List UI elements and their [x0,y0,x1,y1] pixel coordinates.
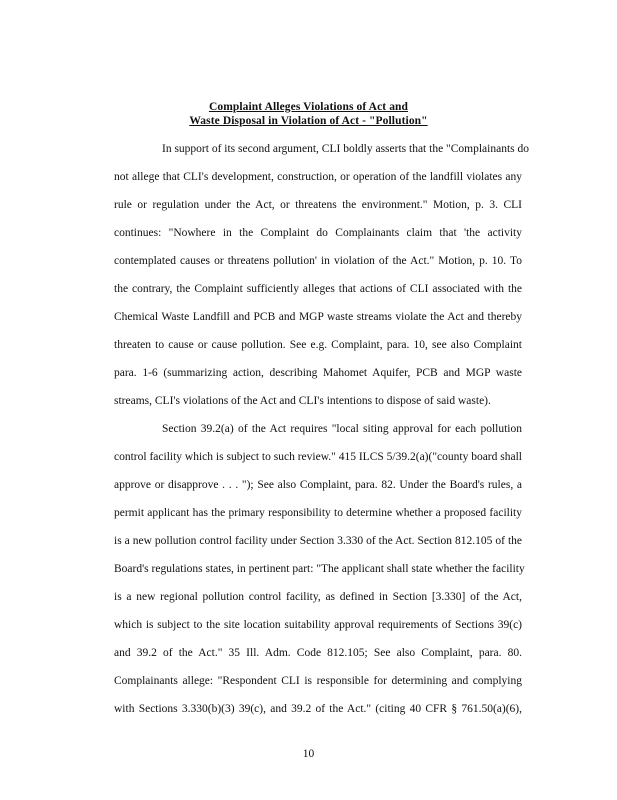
paragraph-2-line: permit applicant has the primary responsibility to determine whether a proposed facility [114,507,522,519]
section-heading-line-1: Complaint Alleges Violations of Act and [208,101,409,113]
paragraph-1-line: continues: "Nowhere in the Complaint do Complainants claim that 'the activity [114,227,522,239]
paragraph-2-line: is a new regional pollution control facility, as defined in Section [3.330] of the Act, [114,591,522,603]
paragraph-2-line: control facility which is subject to such review." 415 ILCS 5/39.2(a)("county board shall [114,451,522,463]
paragraph-1-line: para. 1-6 (summarizing action, describing Mahomet Aquifer, PCB and MGP waste [114,367,522,379]
paragraph-1-line: threaten to cause or cause pollution. See e.g. Complaint, para. 10, see also Complaint [114,339,522,351]
paragraph-2-line: and 39.2 of the Act." 35 Ill. Adm. Code 812.105; See also Complaint, para. 80. [114,647,522,659]
paragraph-1-line: Chemical Waste Landfill and PCB and MGP waste streams violate the Act and thereby [114,311,522,323]
page-number: 10 [302,748,315,760]
paragraph-1-line: rule or regulation under the Act, or threatens the environment." Motion, p. 3. CLI [114,199,522,211]
paragraph-1-line: not allege that CLI's development, construction, or operation of the landfill violates any [114,171,522,183]
paragraph-2-line: approve or disapprove . . . "); See also Complaint, para. 82. Under the Board's rules, a [114,479,522,491]
paragraph-2-line: is a new pollution control facility under Section 3.330 of the Act. Section 812.105 of the [114,535,522,547]
paragraph-2-line: Board's regulations states, in pertinent part: "The applicant shall state whether the facility [114,563,525,575]
paragraph-2-line: which is subject to the site location suitability approval requirements of Sections 39(c) [114,619,522,631]
paragraph-1-line: contemplated causes or threatens pollution' in violation of the Act." Motion, p. 10. To [114,255,522,267]
paragraph-2-line: Complainants allege: "Respondent CLI is responsible for determining and complying [114,675,522,687]
paragraph-2-line: Section 39.2(a) of the Act requires "local siting approval for each pollution [162,423,522,435]
section-heading-line-2: Waste Disposal in Violation of Act - "Pollution" [189,115,428,127]
paragraph-1-line: streams, CLI's violations of the Act and CLI's intentions to dispose of said waste). [114,395,491,407]
paragraph-1-line: the contrary, the Complaint sufficiently alleges that actions of CLI associated with the [114,283,522,295]
paragraph-1-line: In support of its second argument, CLI boldly asserts that the "Complainants do [162,143,530,155]
paragraph-2-line: with Sections 3.330(b)(3) 39(c), and 39.2 of the Act." (citing 40 CFR § 761.50(a)(6), [114,703,522,715]
